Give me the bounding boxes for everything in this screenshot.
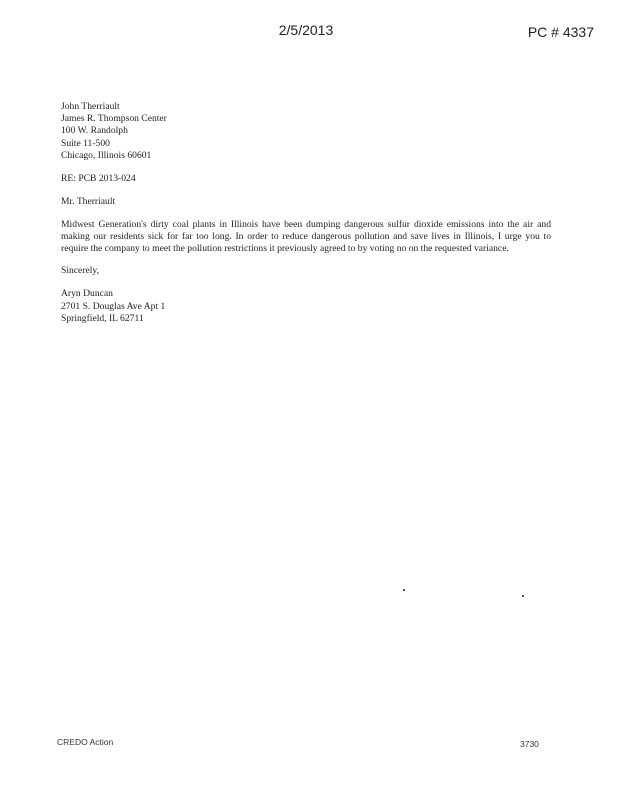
letter-paragraph: Midwest Generation's dirty coal plants in Illinois have been dumping dangerous sulfur dioxide emissions into the air and making our residents sick for far too long. In order to reduce dangerous pollution and save lives in Illinois, I urge you to require the company to meet the pollution restrictions it previously agreed to by voting no on the requested variance. xyxy=(61,219,551,254)
sender-city: Springfield, IL 62711 xyxy=(61,312,144,324)
recipient-address xyxy=(61,101,551,162)
recipient-city: Chicago, Illinois 60601 xyxy=(61,149,152,161)
sender-name: Aryn Duncan xyxy=(61,288,113,300)
sender-address xyxy=(61,288,551,325)
footer-page-number: 3730 xyxy=(520,739,539,749)
recipient-name: John Therriault xyxy=(61,101,120,112)
reference-line: RE: PCB 2013-024 xyxy=(61,173,136,185)
closing: Sincerely, xyxy=(61,265,100,277)
recipient-suite: Suite 11-500 xyxy=(61,137,110,149)
recipient-building: James R. Thompson Center xyxy=(61,113,167,125)
scan-speck xyxy=(403,589,405,591)
public-comment-number: PC # 4337 xyxy=(527,24,594,40)
recipient-street: 100 W. Randolph xyxy=(61,125,128,137)
sender-street: 2701 S. Douglas Ave Apt 1 xyxy=(61,300,166,312)
fax-header-date: 2/5/2013 xyxy=(278,22,334,38)
salutation: Mr. Therriault xyxy=(61,196,116,208)
letter-body xyxy=(61,101,551,325)
footer-organization: CREDO Action xyxy=(57,737,114,747)
scan-speck xyxy=(522,595,524,597)
